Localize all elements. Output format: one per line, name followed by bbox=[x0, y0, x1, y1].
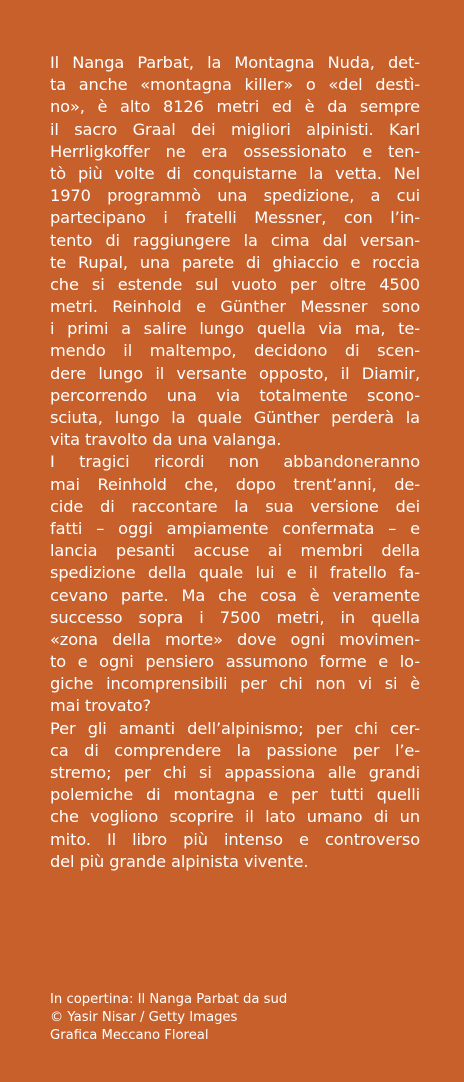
text-line: mai Reinhold che, dopo trent’anni, de- bbox=[50, 474, 420, 494]
cover-caption: In copertina: Il Nanga Parbat da sud bbox=[50, 992, 288, 1007]
blurb-paragraph-1 bbox=[50, 52, 420, 451]
text-line: te Rupal, una parete di ghiaccio e roccia bbox=[50, 252, 420, 272]
text-line: tento di raggiungere la cima dal versan- bbox=[50, 230, 420, 250]
blurb-paragraph-2 bbox=[50, 451, 420, 717]
text-line: che si estende sul vuoto per oltre 4500 bbox=[50, 274, 420, 294]
text-line: mendo il maltempo, decidono di scen- bbox=[50, 341, 420, 361]
text-line: spedizione della quale lui e il fratello fa- bbox=[50, 563, 420, 583]
text-line: Per gli amanti dell’alpinismo; per chi cer- bbox=[50, 718, 420, 738]
text-line: il sacro Graal dei migliori alpinisti. Karl bbox=[50, 119, 420, 139]
text-line: mito. Il libro più intenso e controverso bbox=[50, 829, 420, 849]
text-line: no», è alto 8126 metri ed è da sempre bbox=[50, 97, 420, 117]
text-line: Il Nanga Parbat, la Montagna Nuda, det- bbox=[50, 53, 420, 72]
text-line: «zona della morte» dove ogni movimen- bbox=[50, 629, 420, 649]
text-line: to e ogni pensiero assumono forme e lo- bbox=[50, 652, 420, 672]
text-line: ca di comprendere la passione per l’e- bbox=[50, 740, 420, 760]
text-line: percorrendo una via totalmente scono- bbox=[50, 385, 420, 405]
text-line: fatti – oggi ampiamente confermata – e bbox=[50, 518, 420, 538]
design-credit: Grafica Meccano Floreal bbox=[50, 1028, 209, 1043]
photo-credit: © Yasir Nisar / Getty Images bbox=[50, 1010, 238, 1025]
text-line: vita travolto da una valanga. bbox=[50, 430, 282, 450]
text-line: tò più volte di conquistarne la vetta. Nel bbox=[50, 163, 420, 183]
text-line: 1970 programmò una spedizione, a cui bbox=[50, 186, 420, 206]
blurb-text bbox=[50, 52, 420, 873]
blurb-paragraph-3 bbox=[50, 718, 420, 873]
text-line: sciuta, lungo la quale Günther perderà la bbox=[50, 408, 420, 427]
text-line: dere lungo il versante opposto, il Diamir, bbox=[50, 363, 420, 383]
text-line: I tragici ricordi non abbandoneranno bbox=[50, 452, 420, 472]
text-line: che vogliono scoprire il lato umano di un bbox=[50, 807, 420, 827]
text-line: successo sopra i 7500 metri, in quella bbox=[50, 607, 420, 627]
cover-credits bbox=[50, 991, 410, 1045]
text-line: ta anche «montagna killer» o «del destì- bbox=[50, 75, 420, 95]
text-line: mai trovato? bbox=[50, 696, 152, 716]
text-line: lancia pesanti accuse ai membri della bbox=[50, 541, 420, 561]
text-line: metri. Reinhold e Günther Messner sono bbox=[50, 297, 420, 317]
text-line: partecipano i fratelli Messner, con l’in- bbox=[50, 208, 420, 228]
text-line: cide di raccontare la sua versione dei bbox=[50, 496, 420, 516]
text-line: del più grande alpinista vivente. bbox=[50, 851, 309, 871]
text-line: i primi a salire lungo quella via ma, te- bbox=[50, 319, 420, 339]
text-line: Herrligkoffer ne era ossessionato e ten- bbox=[50, 141, 420, 161]
text-line: giche incomprensibili per chi non vi si è bbox=[50, 674, 420, 694]
text-line: stremo; per chi si appassiona alle grandi bbox=[50, 763, 420, 782]
text-line: cevano parte. Ma che cosa è veramente bbox=[50, 585, 420, 605]
text-line: polemiche di montagna e per tutti quelli bbox=[50, 785, 420, 805]
